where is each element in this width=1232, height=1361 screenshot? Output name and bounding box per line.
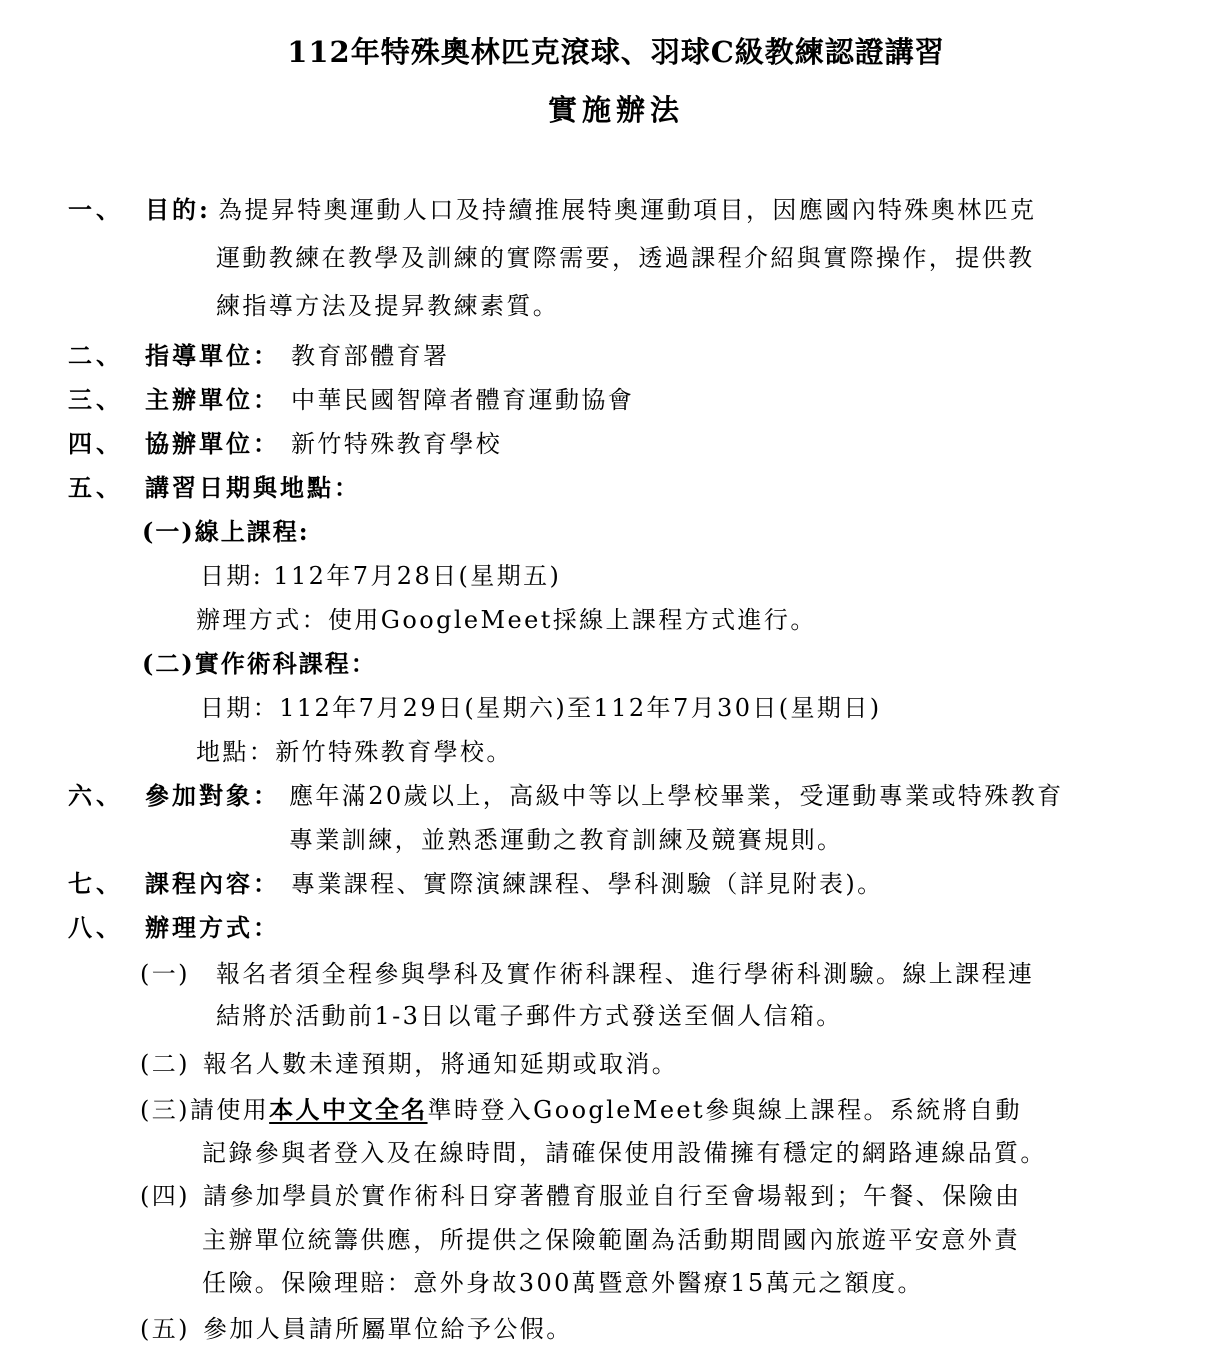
item-text-before: 請使用: [189, 1096, 270, 1124]
section-label: 主辦單位：: [145, 385, 280, 414]
item-prefix: (五): [140, 1315, 190, 1343]
section-label: 目的:: [145, 195, 211, 224]
document-subtitle: 實施辦法: [547, 93, 684, 127]
online-course-date: 日期: 112年7月28日(星期五): [200, 562, 562, 590]
section-number: 四、: [68, 429, 124, 458]
section-text-line: 運動教練在教學及訓練的實際需要，透過課程介紹與實際操作，提供教: [216, 244, 1035, 272]
section-text-line: 為提昇特奧運動人口及持續推展特奧運動項目，因應國內特殊奧林匹克: [218, 196, 1037, 224]
document-title: 112年特殊奧林匹克滾球、羽球C級教練認證講習: [287, 35, 945, 69]
section-text: 新竹特殊教育學校: [291, 430, 503, 458]
item-prefix: (二): [140, 1050, 190, 1078]
online-course-heading: (一)線上課程:: [142, 517, 310, 546]
section-label: 協辦單位：: [145, 429, 280, 458]
section-number: 八、: [68, 913, 124, 942]
item-text-line: 記錄參與者登入及在線時間，請確保使用設備擁有穩定的網路連線品質。: [202, 1139, 1047, 1167]
item-emphasis-full-name: 本人中文全名: [269, 1095, 428, 1124]
section-text: 專業課程、實際演練課程、學科測驗（詳見附表)。: [291, 870, 884, 898]
online-course-method: 辦理方式：使用GoogleMeet採線上課程方式進行。: [196, 606, 817, 634]
item-text-line: 任險。保險理賠：意外身故300萬暨意外醫療15萬元之額度。: [202, 1269, 924, 1297]
item-text-line: 主辦單位統籌供應，所提供之保險範圍為活動期間國內旅遊平安意外責: [202, 1226, 1021, 1254]
practical-course-date: 日期：112年7月29日(星期六)至112年7月30日(星期日): [200, 694, 882, 722]
item-text-after: 準時登入GoogleMeet參與線上課程。系統將自動: [427, 1096, 1022, 1124]
section-text-line: 練指導方法及提昇教練素質。: [216, 292, 560, 320]
section-label: 課程內容：: [145, 869, 280, 898]
section-text: 教育部體育署: [291, 342, 450, 370]
section-number: 三、: [68, 385, 124, 414]
section-label: 講習日期與地點：: [145, 473, 361, 502]
section-label: 指導單位：: [145, 341, 280, 370]
section-number: 一、: [68, 195, 124, 224]
section-number: 二、: [68, 341, 124, 370]
section-number: 五、: [68, 473, 124, 502]
practical-course-heading: (二)實作術科課程：: [142, 649, 377, 678]
item-prefix: (一): [140, 960, 190, 988]
section-text-line: 應年滿20歲以上，高級中等以上學校畢業，受運動專業或特殊教育: [289, 782, 1064, 810]
section-label: 辦理方式：: [145, 913, 280, 942]
item-text-line: 參加人員請所屬單位給予公假。: [203, 1315, 573, 1343]
item-text-line: 報名人數未達預期，將通知延期或取消。: [203, 1050, 679, 1078]
item-prefix: (三): [140, 1096, 190, 1124]
item-prefix: (四): [140, 1182, 190, 1210]
practical-course-place: 地點：新竹特殊教育學校。: [196, 738, 513, 766]
section-text-line: 專業訓練，並熟悉運動之教育訓練及競賽規則。: [289, 826, 844, 854]
item-text-line: 請參加學員於實作術科日穿著體育服並自行至會場報到；午餐、保險由: [203, 1182, 1022, 1210]
section-number: 七、: [68, 869, 124, 898]
section-text: 中華民國智障者體育運動協會: [291, 386, 635, 414]
section-number: 六、: [68, 781, 124, 810]
item-text-line: 結將於活動前1-3日以電子郵件方式發送至個人信箱。: [216, 1002, 843, 1030]
item-text-line: 報名者須全程參與學科及實作術科課程、進行學術科測驗。線上課程連: [216, 960, 1035, 988]
section-label: 參加對象：: [145, 781, 280, 810]
